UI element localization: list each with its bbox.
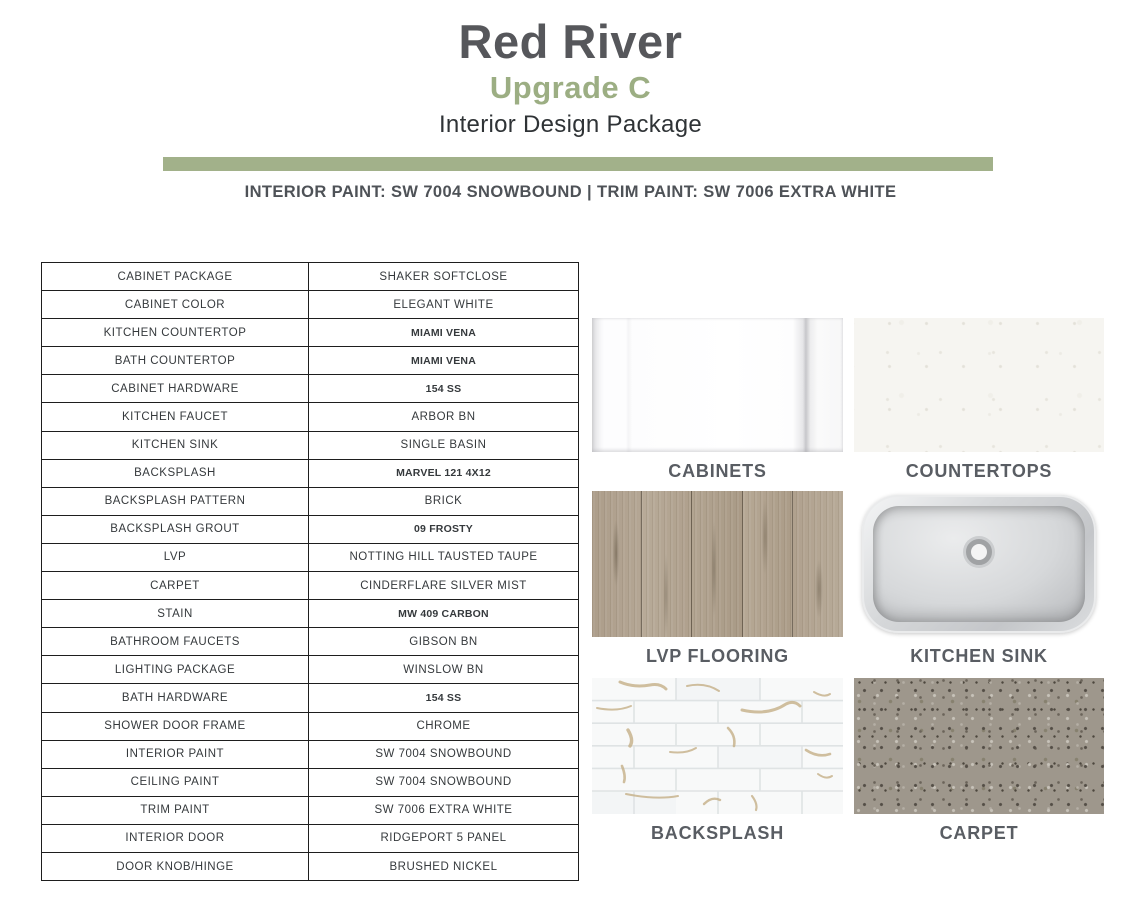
table-row [42, 684, 579, 712]
selection-value: SW 7006 EXTRA WHITE [309, 796, 579, 824]
selection-label: CABINET COLOR [42, 291, 309, 319]
backsplash-image [592, 678, 843, 814]
selection-label: CARPET [42, 572, 309, 600]
table-row [42, 487, 579, 515]
selection-value: SW 7004 SNOWBOUND [309, 740, 579, 768]
swatch-row-3 [592, 678, 1104, 845]
swatch-kitchen-sink [854, 491, 1104, 668]
cabinets-label: CABINETS [668, 461, 767, 481]
table-row [42, 543, 579, 571]
selection-value: CHROME [309, 712, 579, 740]
backsplash-label: BACKSPLASH [650, 823, 784, 843]
lvp-flooring-image [592, 491, 843, 637]
selection-label: LVP [42, 543, 309, 571]
selection-value: RIDGEPORT 5 PANEL [309, 824, 579, 852]
table-row [42, 768, 579, 796]
selection-value: ELEGANT WHITE [309, 291, 579, 319]
swatch-carpet [854, 678, 1104, 845]
selection-label: BATH COUNTERTOP [42, 347, 309, 375]
selection-value: 09 FROSTY [309, 515, 579, 543]
table-row [42, 459, 579, 487]
carpet-label: CARPET [939, 823, 1019, 843]
selection-label: BACKSPLASH GROUT [42, 515, 309, 543]
selection-label: LIGHTING PACKAGE [42, 656, 309, 684]
selection-value: SW 7004 SNOWBOUND [309, 768, 579, 796]
table-row [42, 431, 579, 459]
selection-value: CINDERFLARE SILVER MIST [309, 572, 579, 600]
selection-label: CABINET HARDWARE [42, 375, 309, 403]
kitchen-sink-image [854, 491, 1104, 637]
selection-value: MW 409 CARBON [309, 600, 579, 628]
selections-table [41, 262, 579, 881]
sink-drain [966, 539, 992, 565]
accent-divider-bar [163, 157, 993, 171]
selection-value: SINGLE BASIN [309, 431, 579, 459]
table-row [42, 347, 579, 375]
swatch-row-2 [592, 491, 1104, 668]
selection-value: MARVEL 121 4X12 [309, 459, 579, 487]
selection-value: BRUSHED NICKEL [309, 852, 579, 880]
table-row [42, 600, 579, 628]
kitchen-sink-label: KITCHEN SINK [910, 646, 1048, 666]
paint-spec-line: INTERIOR PAINT: SW 7004 SNOWBOUND | TRIM PAINT: SW 7006 EXTRA WHITE [244, 183, 897, 201]
table-row [42, 824, 579, 852]
table-row [42, 712, 579, 740]
selection-label: BATHROOM FAUCETS [42, 628, 309, 656]
swatch-backsplash [592, 678, 843, 845]
table-row [42, 403, 579, 431]
table-row [42, 263, 579, 291]
selection-label: SHOWER DOOR FRAME [42, 712, 309, 740]
page-tagline: Interior Design Package [438, 111, 703, 138]
selection-label: BATH HARDWARE [42, 684, 309, 712]
selection-value: ARBOR BN [309, 403, 579, 431]
selection-label: KITCHEN FAUCET [42, 403, 309, 431]
table-row [42, 319, 579, 347]
selection-label: BACKSPLASH [42, 459, 309, 487]
countertops-label: COUNTERTOPS [905, 461, 1053, 481]
selection-label: TRIM PAINT [42, 796, 309, 824]
selection-label: CABINET PACKAGE [42, 263, 309, 291]
swatch-lvp-flooring [592, 491, 843, 668]
cabinets-image [592, 318, 843, 452]
selection-label: INTERIOR PAINT [42, 740, 309, 768]
selection-label: DOOR KNOB/HINGE [42, 852, 309, 880]
table-row [42, 291, 579, 319]
selection-value: MIAMI VENA [309, 347, 579, 375]
countertops-image [854, 318, 1104, 452]
table-row [42, 515, 579, 543]
selection-value: NOTTING HILL TAUSTED TAUPE [309, 543, 579, 571]
selection-value: 154 SS [309, 375, 579, 403]
selection-label: CEILING PAINT [42, 768, 309, 796]
selection-value: BRICK [309, 487, 579, 515]
table-row [42, 796, 579, 824]
table-row [42, 740, 579, 768]
table-row [42, 375, 579, 403]
swatch-cabinets [592, 318, 843, 483]
selection-label: INTERIOR DOOR [42, 824, 309, 852]
selection-label: KITCHEN COUNTERTOP [42, 319, 309, 347]
selection-value: GIBSON BN [309, 628, 579, 656]
swatch-grid [592, 318, 1104, 845]
table-row [42, 572, 579, 600]
sink-basin [873, 506, 1085, 622]
selection-value: SHAKER SOFTCLOSE [309, 263, 579, 291]
selection-value: MIAMI VENA [309, 319, 579, 347]
selection-label: KITCHEN SINK [42, 431, 309, 459]
swatch-row-1 [592, 318, 1104, 483]
page-title: Red River [458, 15, 683, 68]
selection-label: BACKSPLASH PATTERN [42, 487, 309, 515]
carpet-image [854, 678, 1104, 814]
table-row [42, 628, 579, 656]
page-subtitle: Upgrade C [489, 70, 652, 105]
selection-value: 154 SS [309, 684, 579, 712]
sink-rim [862, 495, 1096, 633]
swatch-countertops [854, 318, 1104, 483]
selection-value: WINSLOW BN [309, 656, 579, 684]
selection-label: STAIN [42, 600, 309, 628]
table-row [42, 656, 579, 684]
table-row [42, 852, 579, 880]
lvp-flooring-label: LVP FLOORING [646, 646, 789, 666]
